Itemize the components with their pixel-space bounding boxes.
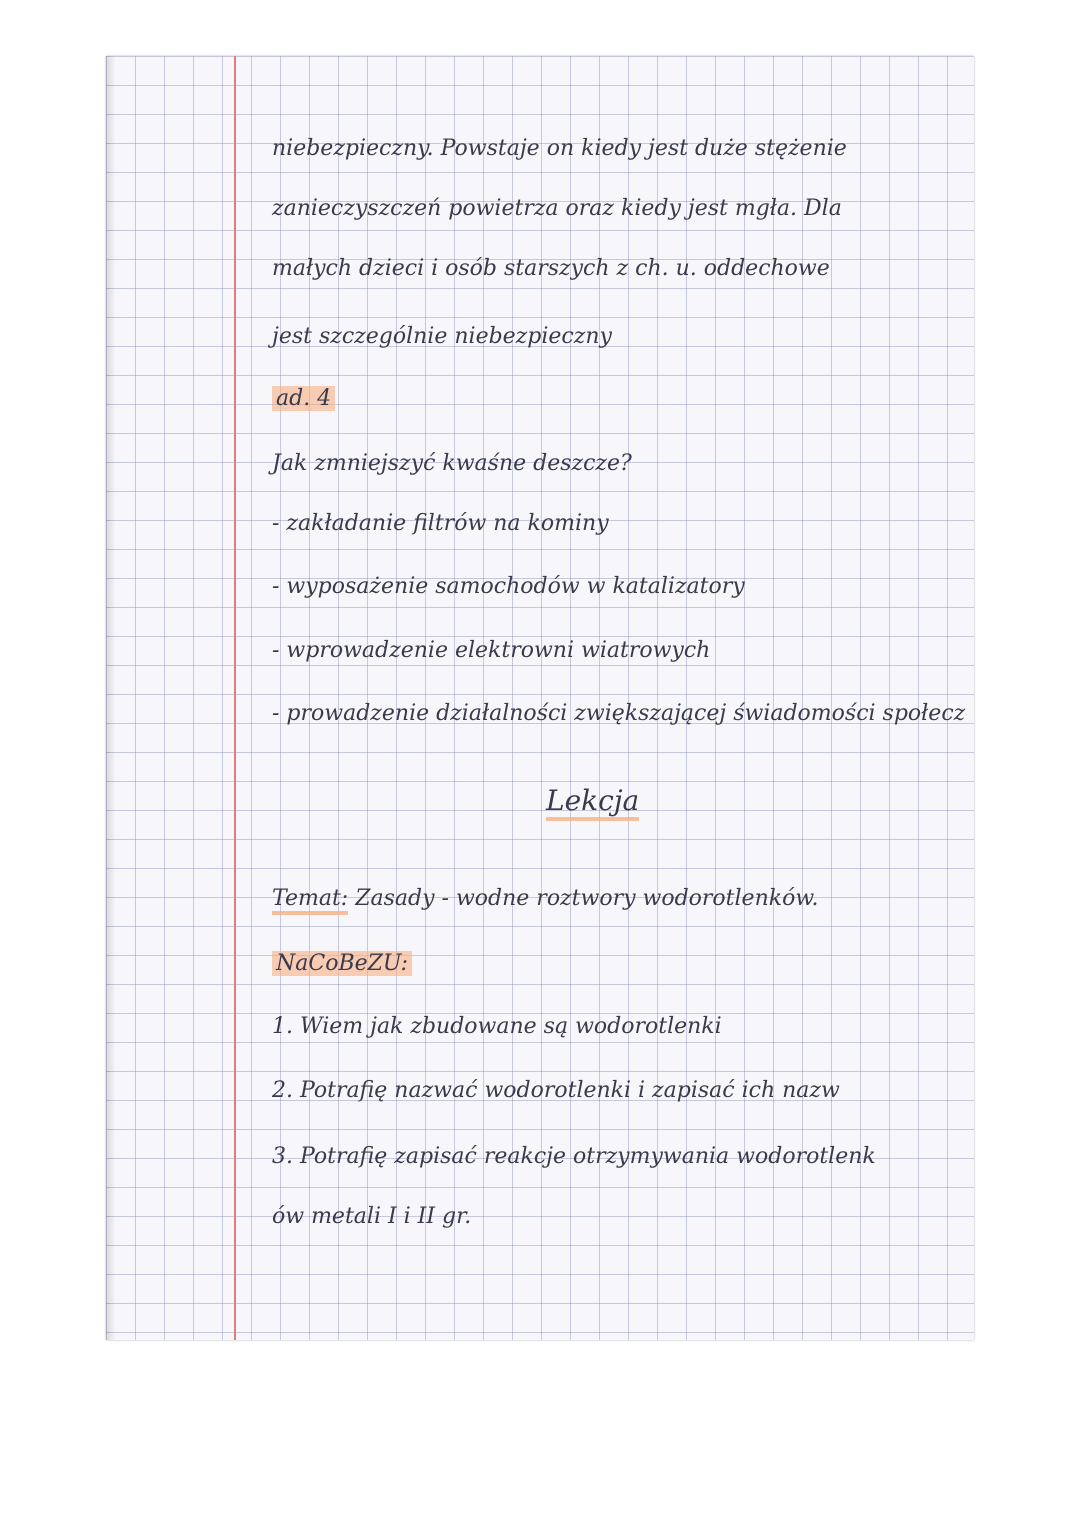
goals-label-line <box>272 951 412 976</box>
goal-1: 1. Wiem jak zbudowane są wodorotlenki <box>272 1014 722 1039</box>
section-label-text: ad. 4 <box>272 386 335 411</box>
bullet-3: - wprowadzenie elektrowni wiatrowych <box>272 638 711 663</box>
section-label <box>272 386 335 411</box>
goals-label: NaCoBeZU: <box>272 951 412 976</box>
page-edge-shadow <box>106 56 116 1340</box>
text-line-4: jest szczególnie niebezpieczny <box>272 324 612 349</box>
topic-label: Temat: <box>272 886 348 915</box>
bullet-1: - zakładanie filtrów na kominy <box>272 511 609 536</box>
topic-text: Zasady - wodne roztwory wodorotlenków. <box>355 886 819 911</box>
bullet-4: - prowadzenie działalności zwiększającej świadomości społecz <box>272 701 966 726</box>
margin-line <box>234 56 236 1340</box>
goal-2: 2. Potrafię nazwać wodorotlenki i zapisać ich nazw <box>272 1078 840 1103</box>
goal-4: ów metali I i II gr. <box>272 1204 472 1229</box>
text-line-3: małych dzieci i osób starszych z ch. u. oddechowe <box>272 256 830 281</box>
topic-line <box>272 886 819 911</box>
text-line-1: niebezpieczny. Powstaje on kiedy jest duże stężenie <box>272 136 847 161</box>
bullet-2: - wyposażenie samochodów w katalizatory <box>272 574 745 599</box>
text-line-2: zanieczyszczeń powietrza oraz kiedy jest mgła. Dla <box>272 196 842 221</box>
goal-3: 3. Potrafię zapisać reakcje otrzymywania wodorotlenk <box>272 1144 876 1169</box>
notebook-page <box>106 56 974 1340</box>
question-line: Jak zmniejszyć kwaśne deszcze? <box>272 451 632 476</box>
lesson-heading: Lekcja <box>546 784 639 821</box>
